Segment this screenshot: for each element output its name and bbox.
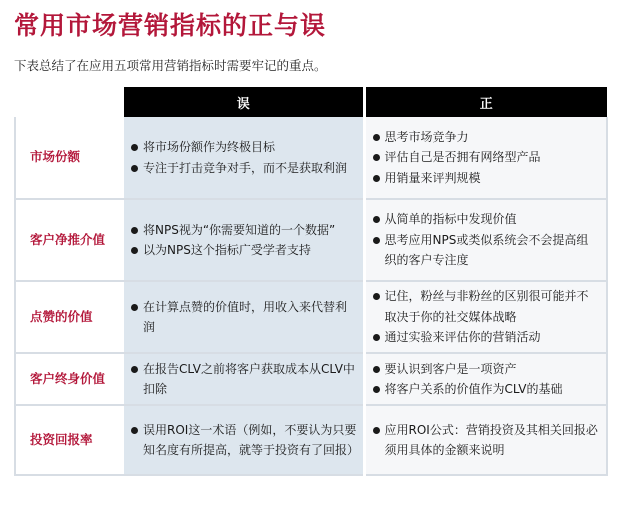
- table-row: [15, 405, 607, 475]
- right-list: [372, 209, 601, 271]
- wrong-list-item: 在计算点赞的价值时，用收入来代替利润: [130, 297, 357, 338]
- right-list: [372, 286, 601, 348]
- header-metric: [15, 87, 124, 117]
- right-list-item: 思考应用NPS或类似系统会不会提高组织的客户专注度: [372, 230, 601, 271]
- wrong-list: [130, 297, 357, 338]
- wrong-cell: [124, 353, 364, 405]
- wrong-list-item: 专注于打击竞争对手，而不是获取利润: [130, 158, 357, 179]
- right-list-item: 要认识到客户是一项资产: [372, 359, 601, 380]
- header-wrong: 误: [124, 87, 364, 117]
- table-row: [15, 199, 607, 281]
- wrong-list: [130, 137, 357, 178]
- wrong-list-item: 在报告CLV之前将客户获取成本从CLV中扣除: [130, 359, 357, 400]
- metric-name: 点赞的价值: [15, 281, 124, 353]
- wrong-cell: [124, 199, 364, 281]
- metric-name: 投资回报率: [15, 405, 124, 475]
- right-list-item: 思考市场竞争力: [372, 127, 601, 148]
- wrong-cell: [124, 405, 364, 475]
- wrong-list-item: 将NPS视为“你需要知道的一个数据”: [130, 220, 357, 241]
- right-list-item: 将客户关系的价值作为CLV的基础: [372, 379, 601, 400]
- right-list-item: 用销量来评判规模: [372, 168, 601, 189]
- wrong-list: [130, 420, 360, 461]
- right-cell: [364, 281, 607, 353]
- header-right: 正: [364, 87, 607, 117]
- wrong-list: [130, 359, 357, 400]
- wrong-cell: [124, 281, 364, 353]
- wrong-cell: [124, 117, 364, 199]
- wrong-list-item: 将市场份额作为终极目标: [130, 137, 357, 158]
- right-cell: [364, 353, 607, 405]
- table-row: [15, 117, 607, 199]
- table-row: [15, 353, 607, 405]
- metric-name: 市场份额: [15, 117, 124, 199]
- metrics-table: [14, 87, 608, 476]
- right-cell: [364, 199, 607, 281]
- page-title: 常用市场营销指标的正与误: [14, 11, 327, 40]
- wrong-list-item: 以为NPS这个指标广受学者支持: [130, 240, 357, 261]
- page-subtitle: 下表总结了在应用五项常用营销指标时需要牢记的重点。: [14, 58, 327, 73]
- metric-name: 客户终身价值: [15, 353, 124, 405]
- table-row: [15, 281, 607, 353]
- right-cell: [364, 117, 607, 199]
- right-list-item: 应用ROI公式：营销投资及其相关回报必须用具体的金额来说明: [372, 420, 601, 461]
- right-list: [372, 127, 601, 189]
- right-list-item: 记住，粉丝与非粉丝的区别很可能并不取决于你的社交媒体战略: [372, 286, 601, 327]
- wrong-list-item: 误用ROI这一术语（例如，不要认为只要知名度有所提高，就等于投资有了回报）: [130, 420, 357, 461]
- table-header-row: [15, 87, 607, 117]
- wrong-list: [130, 220, 357, 261]
- right-cell: [364, 405, 607, 475]
- metric-name: 客户净推介值: [15, 199, 124, 281]
- right-list: [372, 420, 601, 461]
- right-list-item: 通过实验来评估你的营销活动: [372, 327, 601, 348]
- right-list-item: 评估自己是否拥有网络型产品: [372, 147, 601, 168]
- right-list-item: 从简单的指标中发现价值: [372, 209, 601, 230]
- right-list: [372, 359, 601, 400]
